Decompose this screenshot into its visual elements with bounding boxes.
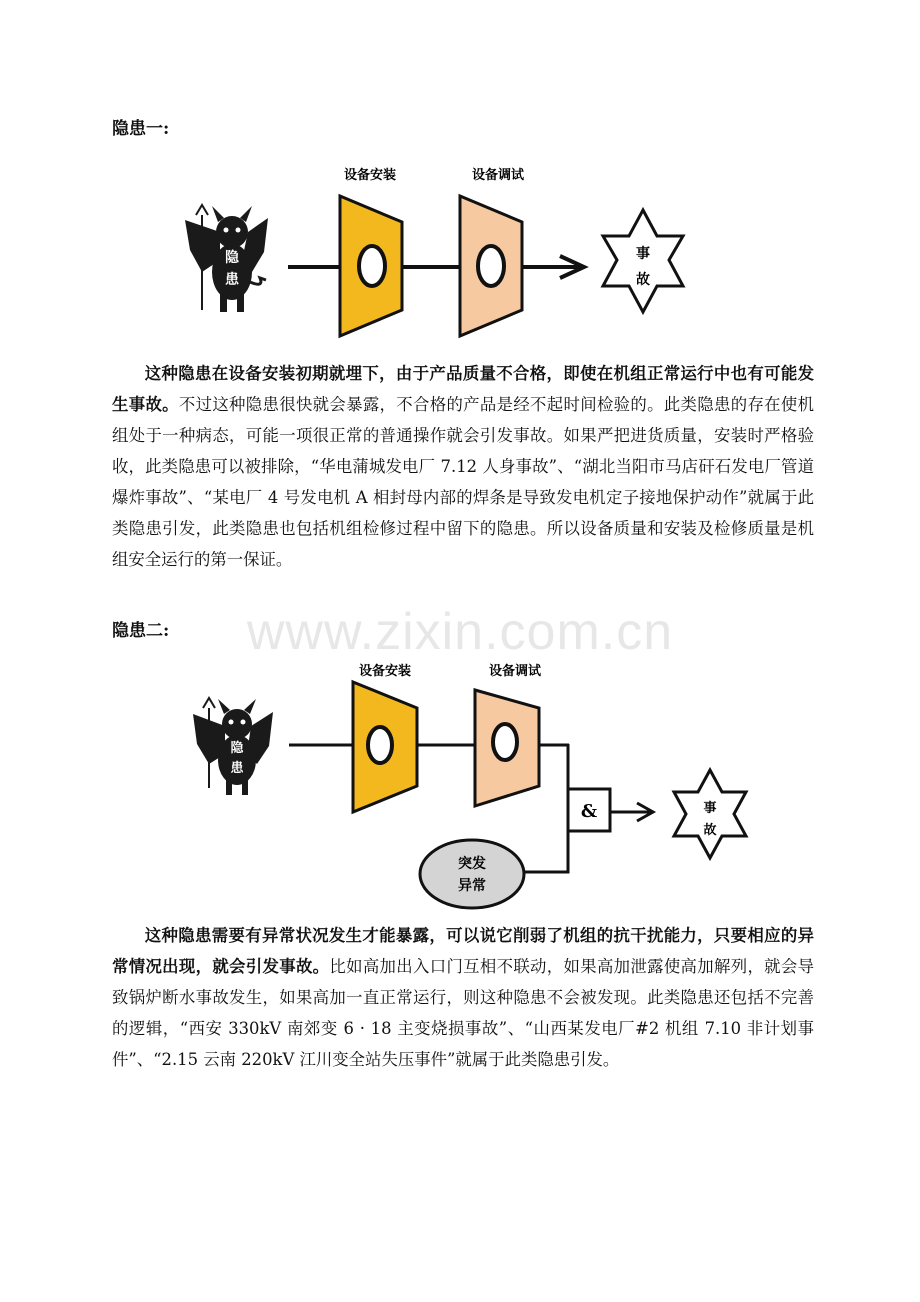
anomaly-line [524,831,568,872]
section2-paragraph [112,920,814,1075]
accident-text-1: 事 [636,246,650,262]
label-debug: 设备调试 [471,168,525,183]
sudden-text-2: 异常 [458,878,486,894]
section2-body-text: 比如高加出入口门互相不联动，如果高加泄露使高加解列，就会导致锅炉断水事故发生，如果高加一直正常运行，则这种隐患不会被发现。此类隐患还包括不完善的逻辑，“西安 330kV 南郊变 6 · 18 主变烧损事故”、“山西某发电厂#2 机组 7.10 非计划事件”、“2.15 云南 220kV 江川变全站失压事件”就属于此类隐患引发。 [112,957,815,1069]
label-debug: 设备调试 [488,664,542,679]
debug-lens [478,246,504,286]
section1-paragraph [112,358,814,575]
diagram-hidden-danger-1 [180,160,720,350]
accident-text-2: 故 [703,823,717,838]
svg-text:隐: 隐 [230,741,244,756]
svg-text:隐: 隐 [225,250,239,266]
label-install: 设备安装 [343,168,397,183]
accident-text-1: 事 [703,801,717,816]
install-lens [368,727,392,763]
label-install: 设备安装 [358,664,412,679]
devil-icon [185,205,268,312]
svg-text:患: 患 [230,761,244,776]
section2-heading: 隐患二: [112,621,170,641]
sudden-anomaly-ellipse [420,840,524,908]
section1-heading: 隐患一: [112,119,170,139]
section1-body-text: 不过这种隐患很快就会暴露，不合格的产品是经不起时间检验的。此类隐患的存在使机组处于一种病态，可能一项很正常的普通操作就会引发事故。如果严把进货质量，安装时严格验收，此类隐患可以被排除，“华电蒲城发电厂 7.12 人身事故”、“湖北当阳市马店矸石发电厂管道爆炸事故”、“某电厂 4 号发电机 A 相封母内部的焊条是导致发电机定子接地保护动作”就属于此类隐患引发，此类隐患也包括机组检修过程中留下的隐患。所以设备质量和安装及检修质量是机组安全运行的第一保证。 [112,395,814,569]
accident-text-2: 故 [636,272,650,288]
svg-text:患: 患 [225,272,239,288]
devil-icon [193,698,273,795]
diagram-hidden-danger-2 [185,656,775,916]
section1-bold-text: 这种隐患在设备安装初期就埋下，由于产品质量不合格，即使在机组正常运行中也有可能发生事故。 [112,364,814,414]
install-lens [359,246,385,286]
and-gate-label: & [580,801,598,822]
section2-bold-text: 这种隐患需要有异常状况发生才能暴露，可以说它削弱了机组的抗干扰能力，只要相应的异常情况出现，就会引发事故。 [112,926,814,976]
debug-lens [493,724,517,760]
watermark: www.zixin.com.cn [246,603,674,661]
sudden-text-1: 突发 [458,856,486,872]
